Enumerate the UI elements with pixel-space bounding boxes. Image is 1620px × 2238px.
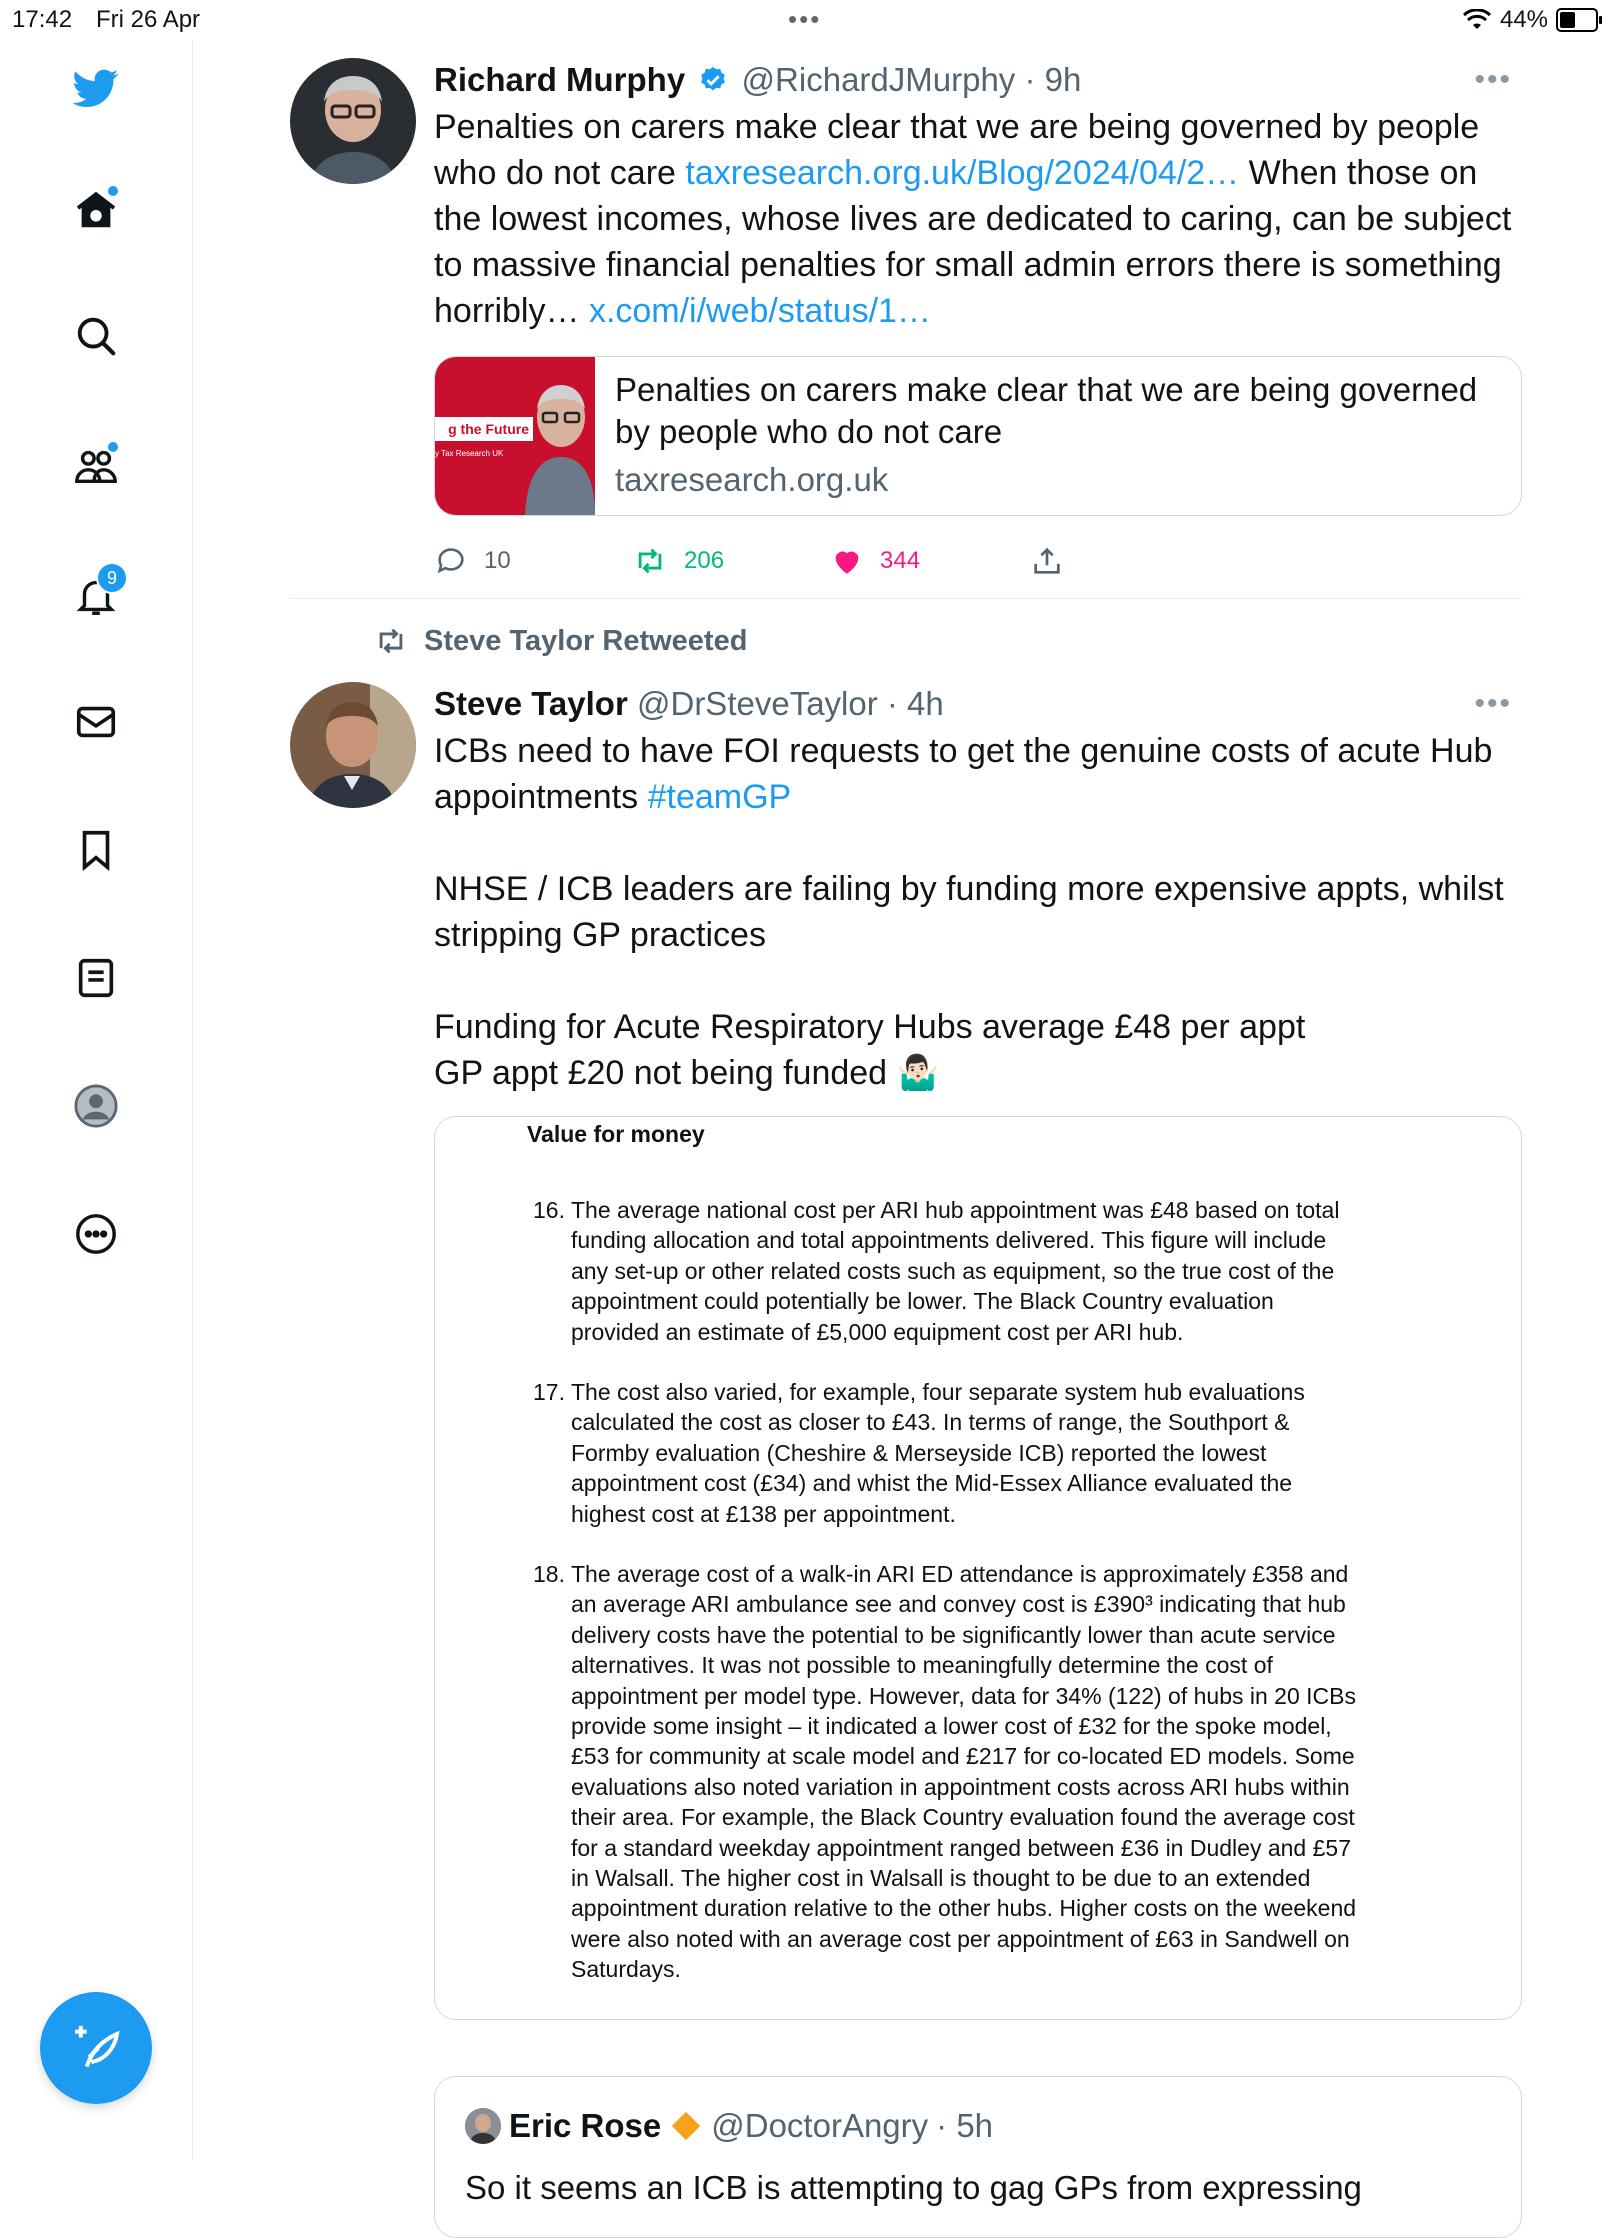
notifications-bell-icon[interactable] (70, 567, 122, 622)
orange-diamond-icon (669, 2109, 703, 2143)
twitter-logo-icon[interactable] (70, 62, 122, 114)
retweet-count: 206 (684, 547, 725, 574)
quoted-tweet[interactable] (434, 2076, 1522, 2238)
verified-badge-icon (698, 65, 728, 95)
card-domain: taxresearch.org.uk (615, 461, 889, 498)
sidebar (0, 40, 193, 2160)
author-handle[interactable]: @DrSteveTaylor (636, 685, 878, 722)
document-line: Formby evaluation (Cheshire & Merseyside ICB) reported the lowest (571, 1439, 1267, 1466)
hashtag-link[interactable]: #teamGP (647, 778, 792, 816)
paragraph-number: 16. (533, 1197, 565, 1223)
timeline (192, 40, 1620, 2206)
share-upload-icon (1030, 544, 1064, 578)
tweet-actions (434, 534, 1522, 594)
author-name[interactable]: Richard Murphy (434, 61, 686, 98)
tweet-text-part: When those on the lowest incomes, whose lives are dedicated to caring, can be subject to massive financial penalties for small admin errors there is something horribly… (434, 154, 1512, 330)
document-line: appointment duration relative to the other hubs. Higher costs on the weekend (571, 1895, 1357, 1922)
tweet-link[interactable]: taxresearch.org.uk/Blog/2024/04/2… (685, 154, 1240, 192)
avatar[interactable] (290, 58, 416, 184)
tweet-text-part: Penalties on carers make clear that we are being governed by people who do not care (434, 108, 1480, 192)
retweeted-by-label: Steve Taylor Retweeted (424, 624, 748, 657)
home-badge-dot (108, 186, 118, 196)
thumb-subtext: y Tax Research UK (435, 449, 504, 458)
bookmark-icon[interactable] (70, 824, 122, 876)
like-count: 344 (880, 547, 921, 574)
document-line: appointment cost (£34) and whist the Mid-Essex Alliance evaluated the (571, 1470, 1293, 1497)
tweet-content (434, 682, 1522, 2020)
tweet-paragraph: NHSE / ICB leaders are failing by funding more expensive appts, whilst stripping GP practices (434, 870, 1504, 954)
document-line: an average ARI ambulance see and convey cost is £390³ indicating that hub (571, 1591, 1346, 1618)
quoted-author-handle: @DoctorAngry (711, 2107, 929, 2144)
profile-avatar-icon[interactable] (70, 1080, 122, 1132)
status-date: Fri 26 Apr (96, 6, 201, 33)
search-icon[interactable] (70, 310, 122, 362)
document-line: evaluations also noted variation in appointment costs across ARI hubs within (571, 1773, 1350, 1800)
quoted-tweet-header (465, 2107, 993, 2145)
author-name[interactable]: Steve Taylor (434, 685, 628, 722)
notification-count-badge: 9 (96, 562, 128, 594)
document-line: highest cost at £138 per appointment. (571, 1500, 956, 1527)
document-line: calculated the cost as closer to £43. In terms of range, the Southport & (571, 1409, 1290, 1436)
retweet-button[interactable] (632, 544, 724, 578)
reply-button[interactable] (434, 544, 511, 578)
document-line: funding allocation and total appointments delivered. This figure will include (571, 1227, 1327, 1254)
card-thumbnail (435, 357, 595, 515)
more-options-circle-icon[interactable] (70, 1208, 122, 1260)
author-handle[interactable]: @RichardJMurphy (741, 61, 1016, 98)
multitasking-dots-icon[interactable]: ••• (788, 4, 822, 34)
document-paragraph (533, 1559, 1431, 1985)
reply-icon (434, 544, 468, 578)
document-line: The average cost of a walk-in ARI ED attendance is approximately £358 and (571, 1561, 1349, 1587)
document-line: delivery costs have the potential to be significantly lower than acute service (571, 1621, 1336, 1648)
document-paragraph (533, 1377, 1431, 1529)
card-title: Penalties on carers make clear that we are being governed by people who do not care (615, 371, 1478, 450)
quoted-tweet-text: So it seems an ICB is attempting to gag GPs from expressing (465, 2169, 1362, 2206)
paragraph-number: 18. (533, 1561, 565, 1587)
retweet-icon (372, 624, 410, 658)
status-time: 17:42 (12, 6, 73, 33)
wifi-icon (1462, 9, 1492, 31)
document-line: any set-up or other related costs such as equipment, so the true cost of the (571, 1257, 1335, 1284)
tweet-show-more-link[interactable]: x.com/i/web/status/1… (588, 292, 931, 330)
status-bar (0, 0, 1620, 40)
share-button[interactable] (1030, 544, 1064, 578)
heart-filled-icon (830, 544, 864, 578)
like-button[interactable] (830, 544, 920, 578)
link-preview-card[interactable] (434, 356, 1522, 516)
feather-plus-icon (68, 2020, 124, 2076)
avatar[interactable] (290, 682, 416, 808)
document-line: appointment per model type. However, data for 34% (122) of hubs in 20 ICBs (571, 1682, 1356, 1709)
attached-document-image[interactable] (434, 1116, 1522, 2020)
tweet-timestamp[interactable]: · 9h (1024, 61, 1082, 98)
document-line: were also noted with an average cost per appointment of £63 in Sandwell on (571, 1925, 1350, 1952)
messages-envelope-icon[interactable] (70, 696, 122, 748)
communities-icon[interactable] (70, 440, 122, 492)
quoted-author-name: Eric Rose (509, 2107, 662, 2144)
tweet-text (434, 728, 1522, 1096)
quoted-timestamp: · 5h (936, 2107, 994, 2144)
document-line: provided an estimate of £5,000 equipment cost per ARI hub. (571, 1318, 1184, 1345)
document-line: £53 for community at scale model and £217 for co-located ED models. Some (571, 1743, 1355, 1770)
tweet-header (434, 682, 1522, 726)
document-line: appointment could potentially be lower. The Black Country evaluation (571, 1288, 1274, 1315)
tweet-text-part: ICBs need to have FOI requests to get the genuine costs of acute Hub appointments (434, 732, 1493, 816)
retweet-icon (632, 544, 668, 578)
tweet-content (434, 58, 1522, 594)
tweet-more-icon[interactable]: ••• (1474, 63, 1512, 96)
document-heading: Value for money (527, 1121, 705, 1147)
reply-count: 10 (484, 547, 511, 574)
tweet-more-icon[interactable]: ••• (1474, 687, 1512, 720)
document-line: The average national cost per ARI hub appointment was £48 based on total (571, 1197, 1340, 1223)
retweeted-by-row[interactable] (372, 624, 747, 658)
document-line: The cost also varied, for example, four separate system hub evaluations (571, 1379, 1305, 1405)
battery-percent: 44% (1499, 6, 1548, 33)
thumb-banner-text: g the Future (435, 417, 533, 441)
tweet-paragraph: Funding for Acute Respiratory Hubs average £48 per appt (434, 1008, 1306, 1046)
battery-icon (1556, 8, 1598, 32)
quoted-avatar (465, 2108, 501, 2144)
lists-icon[interactable] (70, 952, 122, 1004)
compose-tweet-button[interactable] (40, 1992, 152, 2104)
document-line: provide some insight – it indicated a lower cost of £32 for the spoke model, (571, 1713, 1332, 1740)
document-paragraph (533, 1195, 1431, 1347)
paragraph-number: 17. (533, 1379, 565, 1405)
document-line: their area. For example, the Black Country evaluation found the average cost (571, 1804, 1355, 1831)
tweet-text (434, 104, 1522, 334)
home-icon[interactable] (70, 184, 122, 236)
tweet-timestamp[interactable]: · 4h (886, 685, 944, 722)
tweet-divider (290, 598, 1522, 599)
document-line: for a standard weekday appointment ranged between £36 in Dudley and £57 (571, 1834, 1351, 1861)
document-line: in Walsall. The higher cost in Walsall is thought to be due to an extended (571, 1865, 1311, 1892)
document-line: Saturdays. (571, 1956, 681, 1983)
communities-badge-dot (108, 442, 118, 452)
document-line: alternatives. It was not possible to meaningfully determine the cost of (571, 1652, 1273, 1679)
tweet-header (434, 58, 1522, 102)
tweet-paragraph: GP appt £20 not being funded 🤷🏻‍♂️ (434, 1054, 939, 1092)
